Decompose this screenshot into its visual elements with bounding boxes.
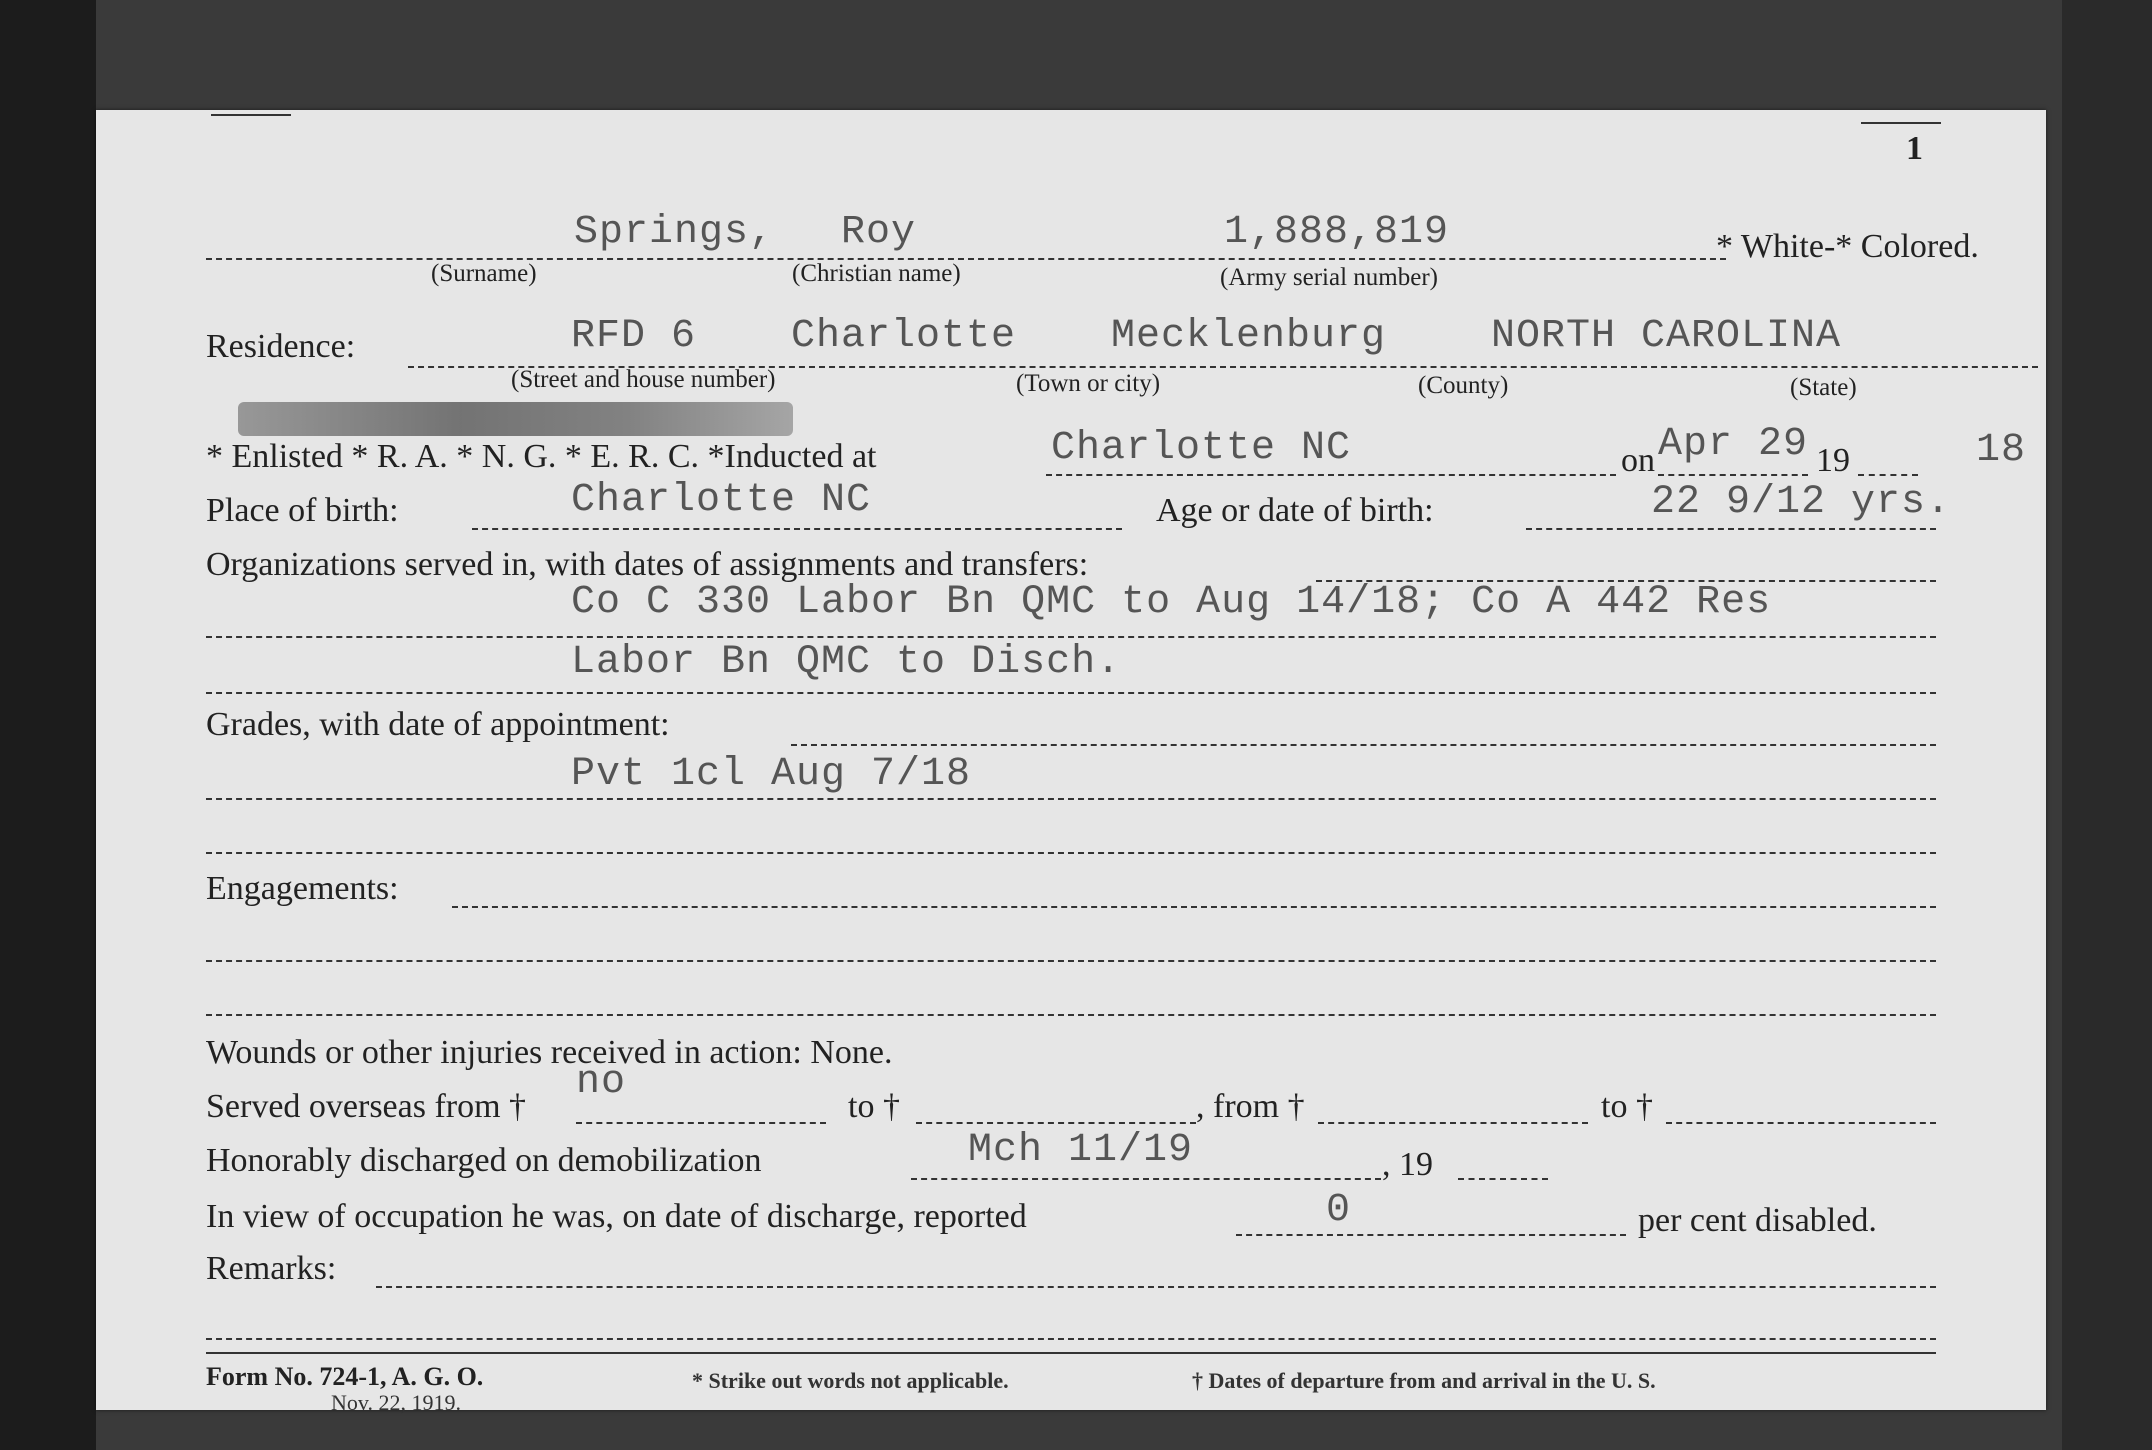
induction-place-value: Charlotte NC	[1051, 426, 1352, 471]
grades-line-2	[206, 852, 1936, 854]
overseas-from2-label: , from †	[1196, 1088, 1305, 1125]
service-record-card	[96, 110, 2046, 1415]
christian-name-label: (Christian name)	[792, 260, 961, 287]
place-of-birth-label: Place of birth:	[206, 492, 399, 529]
grades-label: Grades, with date of appointment:	[206, 706, 670, 743]
engagements-line-1	[206, 960, 1936, 962]
induction-year-prefix: 19	[1816, 442, 1850, 479]
disability-label: In view of occupation he was, on date of discharge, reported	[206, 1198, 1027, 1235]
discharge-year-line	[1458, 1178, 1548, 1180]
overseas-value: no	[576, 1060, 627, 1105]
surname-value: Springs,	[574, 210, 775, 255]
surname-label: (Surname)	[431, 260, 537, 287]
overseas-to-line	[916, 1122, 1196, 1124]
residence-street-value: RFD 6	[571, 314, 697, 359]
grades-line-1-value: Pvt 1cl Aug 7/18	[571, 752, 972, 797]
discharge-label: Honorably discharged on demobilization	[206, 1142, 762, 1179]
dates-note: † Dates of departure from and arrival in the U. S.	[1192, 1368, 1656, 1393]
place-of-birth-line	[472, 528, 1122, 530]
disability-value: 0	[1326, 1188, 1352, 1233]
induction-year-value: 18	[1976, 428, 2027, 473]
remarks-line-0	[376, 1286, 1936, 1288]
grades-line-0	[791, 744, 1936, 746]
residence-town-value: Charlotte	[791, 314, 1017, 359]
form-date: Nov. 22, 1919.	[331, 1390, 461, 1415]
induction-place-line	[1046, 474, 1616, 476]
age-label: Age or date of birth:	[1156, 492, 1434, 529]
discharge-date-value: Mch 11/19	[968, 1128, 1194, 1173]
overseas-to-label: to †	[848, 1088, 900, 1125]
disability-suffix: per cent disabled.	[1638, 1202, 1877, 1239]
on-label: on	[1621, 442, 1655, 479]
organizations-line-1	[206, 636, 1936, 638]
engagements-line-0	[452, 906, 1936, 908]
organizations-line-2-value: Labor Bn QMC to Disch.	[571, 640, 1122, 685]
army-serial-label: (Army serial number)	[1220, 264, 1438, 291]
top-left-rule	[211, 114, 291, 116]
background-right	[2062, 0, 2152, 1450]
induction-year-line	[1858, 474, 1918, 476]
county-label: (County)	[1418, 372, 1509, 399]
top-right-rule	[1861, 122, 1941, 124]
christian-name-value: Roy	[841, 210, 917, 255]
overseas-to2-label: to †	[1601, 1088, 1653, 1125]
strike-out-note: * Strike out words not applicable.	[692, 1368, 1009, 1393]
induction-date-value: Apr 29	[1658, 422, 1809, 467]
page-number: 1	[1906, 130, 1923, 167]
remarks-line-1	[206, 1338, 1936, 1340]
form-number: Form No. 724-1, A. G. O.	[206, 1362, 484, 1391]
place-of-birth-value: Charlotte NC	[571, 478, 872, 523]
street-label: (Street and house number)	[511, 366, 776, 393]
ink-smudge	[238, 402, 793, 436]
organizations-label: Organizations served in, with dates of assignments and transfers:	[206, 546, 1089, 583]
overseas-to2-line	[1666, 1122, 1936, 1124]
footer-rule	[206, 1352, 1936, 1354]
residence-state-value: NORTH CAROLINA	[1491, 314, 1842, 359]
disability-line	[1236, 1234, 1626, 1236]
grades-line-1	[206, 798, 1936, 800]
residence-county-value: Mecklenburg	[1111, 314, 1387, 359]
discharge-year-prefix: , 19	[1382, 1146, 1433, 1183]
engagements-label: Engagements:	[206, 870, 399, 907]
age-line	[1526, 528, 1936, 530]
race-options: * White-* Colored.	[1716, 228, 1979, 265]
organizations-line-2	[206, 692, 1936, 694]
background-left	[0, 0, 96, 1450]
induction-date-line	[1658, 474, 1808, 476]
remarks-label: Remarks:	[206, 1250, 337, 1287]
overseas-from-line	[576, 1122, 826, 1124]
age-value: 22 9/12 yrs.	[1651, 480, 1952, 525]
overseas-from2-line	[1318, 1122, 1588, 1124]
residence-label: Residence:	[206, 328, 356, 365]
town-label: (Town or city)	[1016, 370, 1161, 397]
discharge-date-line	[911, 1178, 1381, 1180]
wounds-text: Wounds or other injuries received in action: None.	[206, 1034, 893, 1071]
state-label: (State)	[1790, 374, 1857, 401]
engagements-line-2	[206, 1014, 1936, 1016]
organizations-line-1-value: Co C 330 Labor Bn QMC to Aug 14/18; Co A 442 Res	[571, 580, 1772, 625]
serial-number-value: 1,888,819	[1224, 210, 1450, 255]
overseas-from-label: Served overseas from †	[206, 1088, 527, 1125]
enlistment-options: * Enlisted * R. A. * N. G. * E. R. C. *Inducted at	[206, 438, 877, 475]
